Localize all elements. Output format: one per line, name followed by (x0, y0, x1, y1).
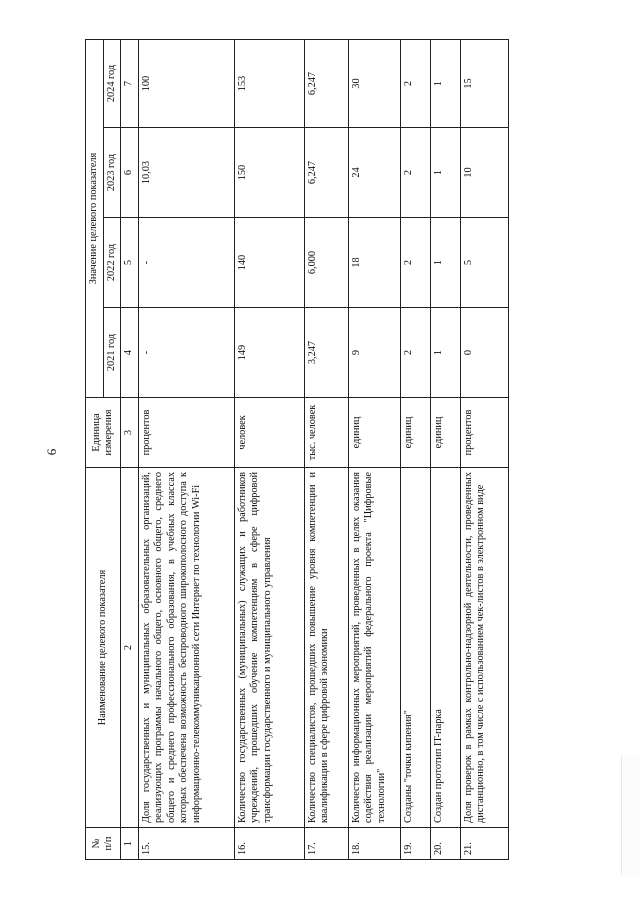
table-row (304, 40, 348, 860)
value-2023: 24 (348, 128, 400, 218)
indicator-unit: процентов (460, 398, 508, 468)
value-2022: - (138, 218, 234, 308)
value-2022: 6,000 (304, 218, 348, 308)
value-2022: 18 (348, 218, 400, 308)
table-row (430, 40, 460, 860)
col-index: 5 (121, 218, 139, 308)
target-indicators-table (85, 39, 509, 860)
table-row (348, 40, 400, 860)
header-year-2024: 2024 год (103, 40, 121, 128)
value-2021: 1 (430, 308, 460, 398)
table-row (138, 40, 234, 860)
indicator-name: Доля государственных и муниципальных образовательных организаций, реализующих программы начального общего, основного общего, среднего общего и среднего профессионального образования, в учебных классах которых обеспечена возможность беспроводного широкополосного доступа к информационно-телекоммуникационной сети Интернет по технологии Wi-Fi (138, 468, 234, 828)
header-year-2023: 2023 год (103, 128, 121, 218)
value-2023: 6,247 (304, 128, 348, 218)
value-2024: 30 (348, 40, 400, 128)
col-index: 4 (121, 308, 139, 398)
indicator-name: Количество специалистов, прошедших повышение уровня компетенции и квалификации в сфере цифровой экономики (304, 468, 348, 828)
value-2024: 15 (460, 40, 508, 128)
col-index: 1 (121, 828, 139, 860)
row-number: 20. (430, 828, 460, 860)
value-2024: 100 (138, 40, 234, 128)
indicator-unit: тыс. человек (304, 398, 348, 468)
value-2021: 2 (400, 308, 430, 398)
value-2023: 10 (460, 128, 508, 218)
value-2021: 9 (348, 308, 400, 398)
col-index: 3 (121, 398, 139, 468)
value-2024: 2 (400, 40, 430, 128)
header-value-group: Значение целевого показателя (86, 40, 104, 398)
value-2021: 0 (460, 308, 508, 398)
value-2021: - (138, 308, 234, 398)
indicator-unit: человек (234, 398, 304, 468)
table-row (460, 40, 508, 860)
row-number: 21. (460, 828, 508, 860)
indicator-unit: единиц (430, 398, 460, 468)
indicator-name: Количество информационных мероприятий, проведенных в целях оказания содействия реализации мероприятий федерального проекта "Цифровые технологии" (348, 468, 400, 828)
header-year-2022: 2022 год (103, 218, 121, 308)
value-2023: 150 (234, 128, 304, 218)
scan-edge (621, 755, 640, 875)
col-index: 7 (121, 40, 139, 128)
value-2023: 1 (430, 128, 460, 218)
value-2022: 140 (234, 218, 304, 308)
rotated-page-content (85, 40, 565, 860)
row-number: 15. (138, 828, 234, 860)
value-2023: 2 (400, 128, 430, 218)
value-2024: 153 (234, 40, 304, 128)
indicator-name: Созданы "точки кипения" (400, 468, 430, 828)
table-row (400, 40, 430, 860)
value-2021: 3,247 (304, 308, 348, 398)
col-index: 2 (121, 468, 139, 828)
value-2022: 5 (460, 218, 508, 308)
row-number: 16. (234, 828, 304, 860)
header-name: Наименование целевого показателя (86, 468, 121, 828)
table-row (234, 40, 304, 860)
indicator-name: Количество государственных (муниципальных) служащих и работников учреждений, прошедших обучение компетенциям в сфере цифровой трансформации государственного и муниципального управления (234, 468, 304, 828)
header-num: № п/п (86, 828, 121, 860)
col-index: 6 (121, 128, 139, 218)
header-unit: Единица измерения (86, 398, 121, 468)
row-number: 17. (304, 828, 348, 860)
indicator-unit: единиц (348, 398, 400, 468)
value-2022: 1 (430, 218, 460, 308)
header-year-2021: 2021 год (103, 308, 121, 398)
value-2024: 6,247 (304, 40, 348, 128)
indicator-unit: единиц (400, 398, 430, 468)
row-number: 19. (400, 828, 430, 860)
indicator-name: Доля проверок в рамках контрольно-надзорной деятельности, проведенных дистанционно, в том числе с использованием чек-листов в электронном виде (460, 468, 508, 828)
value-2021: 149 (234, 308, 304, 398)
value-2023: 10,03 (138, 128, 234, 218)
page-number: 6 (44, 448, 59, 456)
value-2022: 2 (400, 218, 430, 308)
row-number: 18. (348, 828, 400, 860)
indicator-name: Создан прототип IT-парка (430, 468, 460, 828)
value-2024: 1 (430, 40, 460, 128)
indicator-unit: процентов (138, 398, 234, 468)
